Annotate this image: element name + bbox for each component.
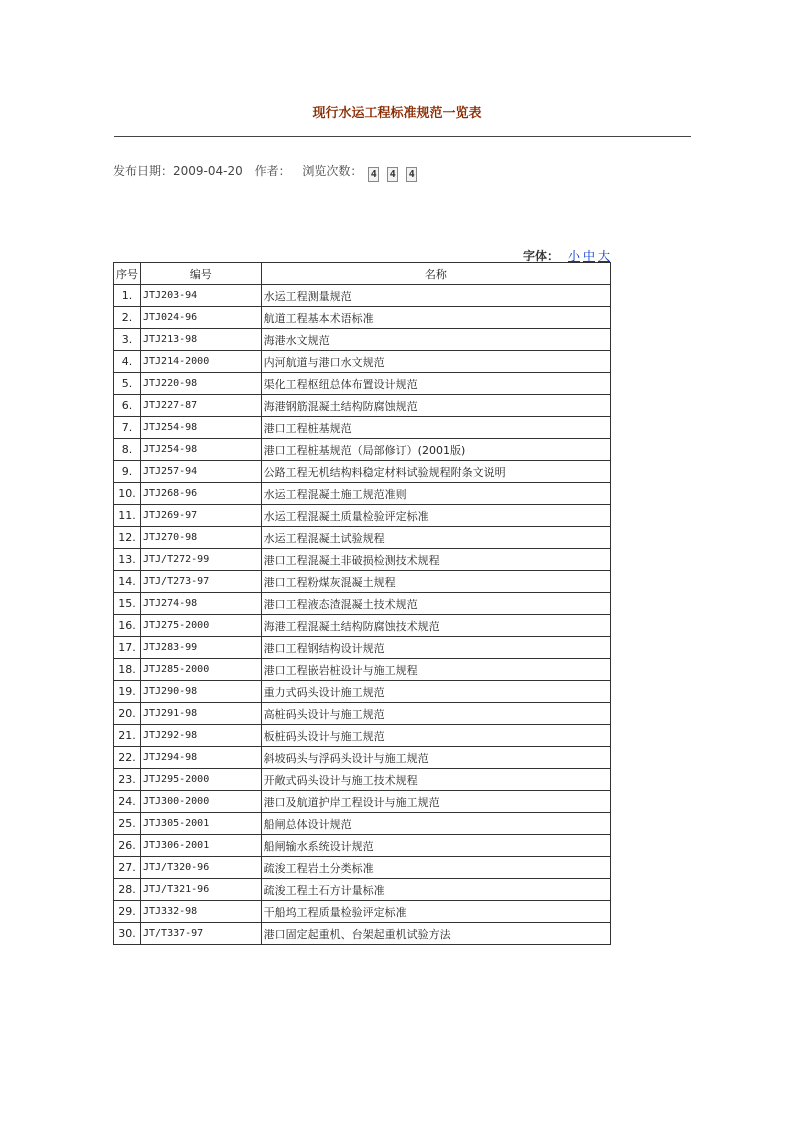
row-seq: 8. <box>114 439 141 461</box>
row-name: 疏浚工程岩土分类标准 <box>261 857 610 879</box>
row-code: JT/T337-97 <box>141 923 262 945</box>
row-code: JTJ274-98 <box>141 593 262 615</box>
table-row <box>114 395 611 417</box>
row-name: 水运工程混凝土试验规程 <box>261 527 610 549</box>
row-code: JTJ268-96 <box>141 483 262 505</box>
table-row <box>114 593 611 615</box>
row-seq: 29. <box>114 901 141 923</box>
row-seq: 25. <box>114 813 141 835</box>
row-seq: 15. <box>114 593 141 615</box>
row-code: JTJ227-87 <box>141 395 262 417</box>
row-name: 内河航道与港口水文规范 <box>261 351 610 373</box>
row-name: 海港工程混凝土结构防腐蚀技术规范 <box>261 615 610 637</box>
row-name: 港口固定起重机、台架起重机试验方法 <box>261 923 610 945</box>
row-code: JTJ283-99 <box>141 637 262 659</box>
row-seq: 7. <box>114 417 141 439</box>
table-row <box>114 549 611 571</box>
row-seq: 3. <box>114 329 141 351</box>
table-row <box>114 329 611 351</box>
row-seq: 1. <box>114 285 141 307</box>
row-code: JTJ254-98 <box>141 439 262 461</box>
table-row <box>114 637 611 659</box>
table-row <box>114 769 611 791</box>
page-title: 现行水运工程标准规范一览表 <box>312 106 482 121</box>
row-name: 港口工程液态渣混凝土技术规范 <box>261 593 610 615</box>
row-name: 斜坡码头与浮码头设计与施工规范 <box>261 747 610 769</box>
row-code: JTJ294-98 <box>141 747 262 769</box>
row-code: JTJ285-2000 <box>141 659 262 681</box>
row-seq: 19. <box>114 681 141 703</box>
table-row <box>114 703 611 725</box>
row-seq: 28. <box>114 879 141 901</box>
row-seq: 22. <box>114 747 141 769</box>
counter-digit: 4 <box>387 167 398 182</box>
table-row <box>114 791 611 813</box>
row-code: JTJ290-98 <box>141 681 262 703</box>
row-seq: 20. <box>114 703 141 725</box>
row-seq: 16. <box>114 615 141 637</box>
view-counter <box>368 166 425 182</box>
row-code: JTJ305-2001 <box>141 813 262 835</box>
row-seq: 2. <box>114 307 141 329</box>
row-code: JTJ270-98 <box>141 527 262 549</box>
row-name: 港口工程桩基规范 <box>261 417 610 439</box>
row-name: 水运工程混凝土质量检验评定标准 <box>261 505 610 527</box>
row-seq: 24. <box>114 791 141 813</box>
row-name: 海港水文规范 <box>261 329 610 351</box>
table-row <box>114 681 611 703</box>
author-label: 作者： <box>254 164 291 178</box>
row-code: JTJ/T273-97 <box>141 571 262 593</box>
row-code: JTJ306-2001 <box>141 835 262 857</box>
title-divider <box>114 136 691 137</box>
counter-digit: 4 <box>406 167 417 182</box>
table-header-row <box>114 263 611 285</box>
table-row <box>114 835 611 857</box>
row-name: 港口及航道护岸工程设计与施工规范 <box>261 791 610 813</box>
row-code: JTJ275-2000 <box>141 615 262 637</box>
row-code: JTJ/T272-99 <box>141 549 262 571</box>
row-seq: 5. <box>114 373 141 395</box>
row-code: JTJ214-2000 <box>141 351 262 373</box>
table-row <box>114 659 611 681</box>
table-row <box>114 901 611 923</box>
row-seq: 21. <box>114 725 141 747</box>
table-row <box>114 923 611 945</box>
row-name: 港口工程钢结构设计规范 <box>261 637 610 659</box>
table-row <box>114 879 611 901</box>
row-code: JTJ269-97 <box>141 505 262 527</box>
row-seq: 17. <box>114 637 141 659</box>
row-name: 公路工程无机结构料稳定材料试验规程附条文说明 <box>261 461 610 483</box>
row-seq: 23. <box>114 769 141 791</box>
table-row <box>114 439 611 461</box>
table-row <box>114 857 611 879</box>
standards-table <box>113 262 611 945</box>
row-code: JTJ291-98 <box>141 703 262 725</box>
table-row <box>114 813 611 835</box>
row-name: 渠化工程枢纽总体布置设计规范 <box>261 373 610 395</box>
table-row <box>114 615 611 637</box>
header-name: 名称 <box>261 263 610 285</box>
row-seq: 27. <box>114 857 141 879</box>
row-code: JTJ213-98 <box>141 329 262 351</box>
row-code: JTJ257-94 <box>141 461 262 483</box>
row-seq: 10. <box>114 483 141 505</box>
row-code: JTJ024-96 <box>141 307 262 329</box>
row-code: JTJ332-98 <box>141 901 262 923</box>
row-code: JTJ/T321-96 <box>141 879 262 901</box>
counter-digit: 4 <box>368 167 379 182</box>
table-row <box>114 307 611 329</box>
row-name: 水运工程混凝土施工规范准则 <box>261 483 610 505</box>
row-name: 板桩码头设计与施工规范 <box>261 725 610 747</box>
font-size-label: 字体： <box>522 249 559 263</box>
table-row <box>114 571 611 593</box>
row-name: 疏浚工程土石方计量标准 <box>261 879 610 901</box>
row-name: 港口工程桩基规范（局部修订）(2001版) <box>261 439 610 461</box>
row-name: 船闸输水系统设计规范 <box>261 835 610 857</box>
table-row <box>114 483 611 505</box>
row-seq: 26. <box>114 835 141 857</box>
row-code: JTJ254-98 <box>141 417 262 439</box>
row-name: 重力式码头设计施工规范 <box>261 681 610 703</box>
font-size-small-link[interactable]: 小 <box>567 249 580 263</box>
row-name: 水运工程测量规范 <box>261 285 610 307</box>
table-row <box>114 747 611 769</box>
row-name: 航道工程基本术语标准 <box>261 307 610 329</box>
row-name: 开敞式码头设计与施工技术规程 <box>261 769 610 791</box>
table-row <box>114 285 611 307</box>
table-row <box>114 461 611 483</box>
row-code: JTJ/T320-96 <box>141 857 262 879</box>
row-code: JTJ203-94 <box>141 285 262 307</box>
views-label: 浏览次数： <box>302 164 363 178</box>
font-size-medium-link[interactable]: 中 <box>582 249 595 263</box>
row-seq: 9. <box>114 461 141 483</box>
row-code: JTJ220-98 <box>141 373 262 395</box>
table-row <box>114 417 611 439</box>
row-code: JTJ300-2000 <box>141 791 262 813</box>
row-name: 港口工程粉煤灰混凝土规程 <box>261 571 610 593</box>
row-name: 干船坞工程质量检验评定标准 <box>261 901 610 923</box>
row-seq: 14. <box>114 571 141 593</box>
row-name: 港口工程混凝土非破损检测技术规程 <box>261 549 610 571</box>
row-seq: 13. <box>114 549 141 571</box>
row-name: 港口工程嵌岩桩设计与施工规程 <box>261 659 610 681</box>
table-row <box>114 505 611 527</box>
row-seq: 6. <box>114 395 141 417</box>
table-row <box>114 527 611 549</box>
table-row <box>114 351 611 373</box>
publish-date: 发布日期：2009-04-20 <box>113 164 243 178</box>
row-name: 海港钢筋混凝土结构防腐蚀规范 <box>261 395 610 417</box>
header-code: 编号 <box>141 263 262 285</box>
row-name: 高桩码头设计与施工规范 <box>261 703 610 725</box>
table-row <box>114 373 611 395</box>
font-size-large-link[interactable]: 大 <box>597 249 610 263</box>
article-meta <box>113 162 433 182</box>
row-seq: 4. <box>114 351 141 373</box>
row-seq: 11. <box>114 505 141 527</box>
row-seq: 18. <box>114 659 141 681</box>
row-seq: 30. <box>114 923 141 945</box>
row-name: 船闸总体设计规范 <box>261 813 610 835</box>
row-seq: 12. <box>114 527 141 549</box>
row-code: JTJ292-98 <box>141 725 262 747</box>
row-code: JTJ295-2000 <box>141 769 262 791</box>
table-row <box>114 725 611 747</box>
header-seq: 序号 <box>114 263 141 285</box>
